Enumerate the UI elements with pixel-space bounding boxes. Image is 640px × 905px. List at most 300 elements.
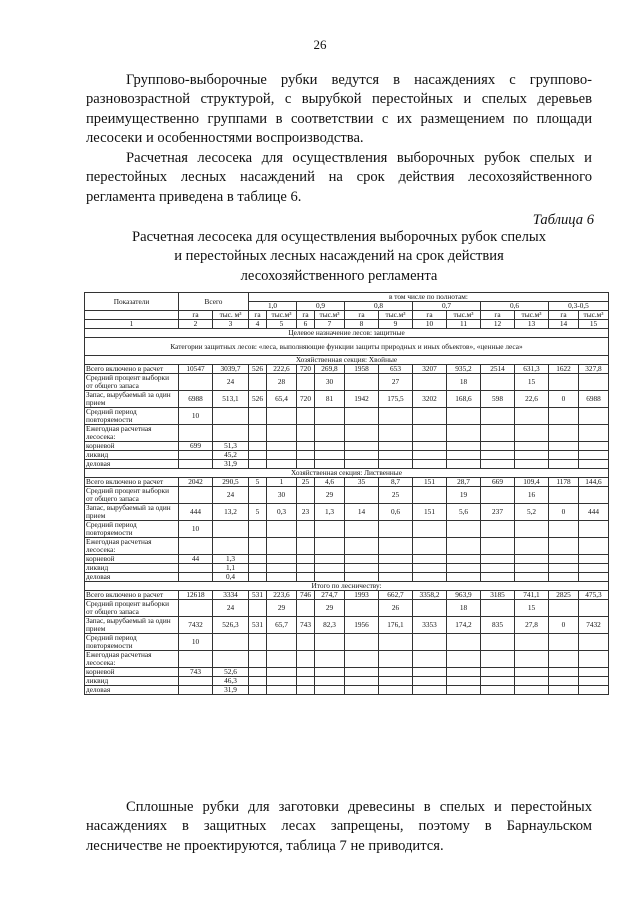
table-label: Таблица 6 [532, 212, 594, 228]
value-cell [579, 487, 609, 504]
empty-cell [249, 451, 267, 460]
empty-cell [297, 686, 315, 695]
value-cell: 0,6 [379, 504, 413, 521]
empty-cell [345, 538, 379, 555]
empty-cell [481, 538, 515, 555]
value-cell [447, 634, 481, 651]
empty-cell [379, 460, 413, 469]
value-cell: 7432 [179, 617, 213, 634]
value-cell: 1,3 [315, 504, 345, 521]
header-density: 0,7 [413, 302, 481, 311]
total-included-label: Всего включено в расчет [85, 478, 179, 487]
empty-cell [249, 425, 267, 442]
value-cell [447, 521, 481, 538]
empty-cell [549, 677, 579, 686]
value-cell: 223,6 [267, 591, 297, 600]
value-cell [549, 487, 579, 504]
empty-cell [515, 425, 549, 442]
header-blank [85, 311, 179, 320]
empty-cell [481, 564, 515, 573]
stock-cut-label: Запас, вырубаемый за один прием [85, 391, 179, 408]
table-row [85, 469, 609, 478]
value-cell: 13,2 [213, 504, 249, 521]
table-row [85, 408, 609, 425]
value-cell [515, 521, 549, 538]
table-row [85, 374, 609, 391]
value-cell: 720 [297, 365, 315, 374]
empty-cell [379, 677, 413, 686]
empty-cell [515, 564, 549, 573]
empty-cell [297, 573, 315, 582]
empty-cell [579, 442, 609, 451]
business-label: деловая [85, 573, 179, 582]
value-cell: 46,3 [213, 677, 249, 686]
value-cell: 176,1 [379, 617, 413, 634]
empty-cell [315, 651, 345, 668]
empty-cell [297, 538, 315, 555]
value-cell [345, 634, 379, 651]
header-unit: га [345, 311, 379, 320]
empty-cell [379, 538, 413, 555]
value-cell: 3334 [213, 591, 249, 600]
empty-cell [315, 573, 345, 582]
empty-cell [481, 425, 515, 442]
value-cell [515, 634, 549, 651]
value-cell [379, 521, 413, 538]
value-cell: 935,2 [447, 365, 481, 374]
value-cell: 175,5 [379, 391, 413, 408]
value-cell [315, 634, 345, 651]
empty-cell [549, 555, 579, 564]
empty-cell [345, 686, 379, 695]
table-row [85, 391, 609, 408]
value-cell [481, 600, 515, 617]
value-cell [481, 374, 515, 391]
value-cell [481, 487, 515, 504]
header-unit: га [413, 311, 447, 320]
empty-cell [249, 460, 267, 469]
table-row [85, 668, 609, 677]
column-number: 6 [297, 320, 315, 329]
table-row [85, 686, 609, 695]
value-cell: 1958 [345, 365, 379, 374]
value-cell: 598 [481, 391, 515, 408]
value-cell [213, 634, 249, 651]
table-row [85, 582, 609, 591]
value-cell [413, 521, 447, 538]
header-unit: га [549, 311, 579, 320]
empty-cell [515, 686, 549, 695]
empty-cell [481, 573, 515, 582]
empty-cell [447, 668, 481, 677]
empty-cell [481, 651, 515, 668]
header-unit: га [481, 311, 515, 320]
value-cell: 526 [249, 391, 267, 408]
empty-cell [549, 451, 579, 460]
header-density: 1,0 [249, 302, 297, 311]
empty-cell [297, 555, 315, 564]
empty-cell [379, 564, 413, 573]
paragraph-clear-cuttings: Сплошные рубки для заготовки древесины в спелых и перестойных насаждениях в защитных лесах запрещены, поэтому в Барнаульском лесничестве не проектируются, таблица 7 не приводится. [86, 799, 592, 854]
table-title [86, 228, 592, 286]
value-cell [413, 374, 447, 391]
value-cell [413, 408, 447, 425]
stock-cut-label: Запас, вырубаемый за один прием [85, 617, 179, 634]
value-cell [297, 521, 315, 538]
stock-cut-label: Запас, вырубаемый за один прием [85, 504, 179, 521]
header-density: 0,6 [481, 302, 549, 311]
value-cell [249, 600, 267, 617]
value-cell: 2042 [179, 478, 213, 487]
value-cell: 0,3 [267, 504, 297, 521]
empty-cell [345, 460, 379, 469]
value-cell [579, 521, 609, 538]
value-cell: 237 [481, 504, 515, 521]
value-cell: 29 [315, 487, 345, 504]
value-cell [267, 521, 297, 538]
empty-cell [515, 442, 549, 451]
value-cell [297, 600, 315, 617]
value-cell: 44 [179, 555, 213, 564]
empty-cell [297, 425, 315, 442]
empty-cell [249, 442, 267, 451]
value-cell: 81 [315, 391, 345, 408]
value-cell: 5 [249, 504, 267, 521]
value-cell [579, 408, 609, 425]
root-label: корневой [85, 442, 179, 451]
empty-cell [345, 651, 379, 668]
table-row [85, 634, 609, 651]
empty-cell [379, 442, 413, 451]
value-cell: 26 [379, 600, 413, 617]
value-cell: 6988 [579, 391, 609, 408]
empty-cell [579, 668, 609, 677]
table-row [85, 538, 609, 555]
empty-cell [315, 425, 345, 442]
empty-cell [345, 555, 379, 564]
value-cell: 25 [297, 478, 315, 487]
value-cell: 4,6 [315, 478, 345, 487]
column-number: 5 [267, 320, 297, 329]
empty-cell [549, 668, 579, 677]
value-cell: 3353 [413, 617, 447, 634]
empty-cell [267, 538, 297, 555]
value-cell: 51,3 [213, 442, 249, 451]
value-cell: 0,4 [213, 573, 249, 582]
empty-cell [267, 460, 297, 469]
value-cell: 30 [315, 374, 345, 391]
value-cell: 1 [267, 478, 297, 487]
empty-cell [297, 564, 315, 573]
empty-cell [481, 677, 515, 686]
empty-cell [249, 538, 267, 555]
empty-cell [267, 564, 297, 573]
table-row [85, 451, 609, 460]
value-cell: 720 [297, 391, 315, 408]
header-total: Всего [179, 293, 249, 311]
value-cell: 2825 [549, 591, 579, 600]
value-cell [549, 600, 579, 617]
empty-cell [315, 564, 345, 573]
value-cell [249, 487, 267, 504]
root-label: корневой [85, 555, 179, 564]
table-row [85, 651, 609, 668]
value-cell: 444 [579, 504, 609, 521]
empty-cell [579, 564, 609, 573]
empty-cell [447, 686, 481, 695]
value-cell: 513,1 [213, 391, 249, 408]
empty-cell [379, 668, 413, 677]
value-cell: 15 [515, 374, 549, 391]
value-cell: 3358,2 [413, 591, 447, 600]
column-number: 1 [85, 320, 179, 329]
annual-cut-label: Ежегодная расчетная лесосека: [85, 425, 179, 442]
business-label: деловая [85, 460, 179, 469]
value-cell [549, 521, 579, 538]
value-cell: 327,8 [579, 365, 609, 374]
empty-cell [447, 573, 481, 582]
header-unit: тыс.м³ [379, 311, 413, 320]
value-cell [549, 634, 579, 651]
value-cell [179, 686, 213, 695]
empty-cell [315, 677, 345, 686]
empty-cell [267, 573, 297, 582]
empty-cell [413, 425, 447, 442]
value-cell: 746 [297, 591, 315, 600]
empty-cell [413, 651, 447, 668]
empty-cell [579, 651, 609, 668]
empty-cell [249, 677, 267, 686]
empty-cell [579, 451, 609, 460]
section-heading: Итого по лесничеству: [85, 582, 609, 591]
value-cell [345, 487, 379, 504]
value-cell [315, 408, 345, 425]
value-cell: 174,2 [447, 617, 481, 634]
value-cell: 3207 [413, 365, 447, 374]
value-cell: 52,6 [213, 668, 249, 677]
empty-cell [379, 686, 413, 695]
value-cell [345, 600, 379, 617]
value-cell [549, 374, 579, 391]
value-cell [297, 487, 315, 504]
value-cell [315, 521, 345, 538]
repeat-period-label: Средний период повторяемости [85, 408, 179, 425]
empty-cell [413, 686, 447, 695]
empty-cell [379, 425, 413, 442]
empty-cell [297, 651, 315, 668]
empty-cell [213, 425, 249, 442]
value-cell: 29 [315, 600, 345, 617]
empty-cell [515, 538, 549, 555]
header-density: 0,3-0,5 [549, 302, 609, 311]
table-row [85, 555, 609, 564]
value-cell: 963,9 [447, 591, 481, 600]
header-unit: тыс.м³ [447, 311, 481, 320]
total-included-label: Всего включено в расчет [85, 365, 179, 374]
value-cell [379, 408, 413, 425]
value-cell: 15 [515, 600, 549, 617]
empty-cell [315, 442, 345, 451]
value-cell: 8,7 [379, 478, 413, 487]
value-cell [179, 487, 213, 504]
empty-cell [481, 555, 515, 564]
table-row [85, 591, 609, 600]
column-number: 2 [179, 320, 213, 329]
empty-cell [297, 668, 315, 677]
empty-cell [379, 651, 413, 668]
value-cell [297, 408, 315, 425]
value-cell [413, 634, 447, 651]
value-cell [297, 634, 315, 651]
value-cell [179, 600, 213, 617]
empty-cell [249, 555, 267, 564]
value-cell: 151 [413, 478, 447, 487]
value-cell [413, 600, 447, 617]
empty-cell [515, 668, 549, 677]
header-unit: тыс.м³ [315, 311, 345, 320]
table-row [85, 677, 609, 686]
value-cell: 23 [297, 504, 315, 521]
value-cell: 531 [249, 591, 267, 600]
empty-cell [579, 460, 609, 469]
empty-cell [315, 538, 345, 555]
empty-cell [481, 668, 515, 677]
value-cell: 743 [179, 668, 213, 677]
empty-cell [413, 451, 447, 460]
table-row [85, 356, 609, 365]
empty-cell [549, 564, 579, 573]
table-row [85, 487, 609, 504]
empty-cell [345, 564, 379, 573]
empty-cell [315, 460, 345, 469]
value-cell: 222,6 [267, 365, 297, 374]
table-row [85, 521, 609, 538]
column-number: 11 [447, 320, 481, 329]
value-cell [579, 600, 609, 617]
header-density: 0,8 [345, 302, 413, 311]
empty-cell [345, 442, 379, 451]
empty-cell [447, 564, 481, 573]
value-cell [345, 408, 379, 425]
avg-percent-label: Средний процент выборки от общего запаса [85, 600, 179, 617]
value-cell: 669 [481, 478, 515, 487]
annual-cut-label: Ежегодная расчетная лесосека: [85, 538, 179, 555]
empty-cell [579, 538, 609, 555]
cutting-area-table [84, 292, 609, 695]
empty-cell [179, 651, 213, 668]
empty-cell [549, 460, 579, 469]
empty-cell [379, 573, 413, 582]
header-unit: тыс.м³ [579, 311, 609, 320]
value-cell: 168,6 [447, 391, 481, 408]
empty-cell [549, 538, 579, 555]
table-row [85, 573, 609, 582]
empty-cell [579, 573, 609, 582]
value-cell [579, 634, 609, 651]
value-cell [249, 408, 267, 425]
paragraph-group-selective-cuttings: Группово-выборочные рубки ведутся в насаждениях с группово-разновозрастной структурой, с вырубкой перестойных и спелых деревьев преимущественно группами в соответствии с их размещением по площади лесосеки и особенностями воспроизводства. [86, 72, 592, 147]
value-cell [179, 451, 213, 460]
value-cell: 82,3 [315, 617, 345, 634]
empty-cell [481, 442, 515, 451]
empty-cell [579, 555, 609, 564]
empty-cell [345, 677, 379, 686]
value-cell: 25 [379, 487, 413, 504]
repeat-period-label: Средний период повторяемости [85, 521, 179, 538]
empty-cell [447, 425, 481, 442]
column-number: 13 [515, 320, 549, 329]
empty-cell [267, 686, 297, 695]
page-number: 26 [313, 37, 327, 52]
value-cell: 2514 [481, 365, 515, 374]
avg-percent-label: Средний процент выборки от общего запаса [85, 487, 179, 504]
empty-cell [267, 651, 297, 668]
empty-cell [549, 573, 579, 582]
empty-cell [315, 686, 345, 695]
empty-cell [379, 451, 413, 460]
liquid-label: ликвид [85, 451, 179, 460]
value-cell [413, 487, 447, 504]
value-cell: 14 [345, 504, 379, 521]
value-cell: 18 [447, 600, 481, 617]
value-cell: 151 [413, 504, 447, 521]
value-cell [345, 521, 379, 538]
empty-cell [481, 460, 515, 469]
table-title-line: Расчетная лесосека для осуществления выборочных рубок спелых [131, 229, 547, 245]
value-cell: 1942 [345, 391, 379, 408]
value-cell [179, 374, 213, 391]
empty-cell [179, 425, 213, 442]
empty-cell [447, 442, 481, 451]
value-cell: 24 [213, 487, 249, 504]
empty-cell [345, 573, 379, 582]
column-number: 8 [345, 320, 379, 329]
value-cell: 5,6 [447, 504, 481, 521]
table-row [85, 504, 609, 521]
value-cell: 12618 [179, 591, 213, 600]
empty-cell [267, 677, 297, 686]
empty-cell [413, 668, 447, 677]
empty-cell [315, 451, 345, 460]
value-cell: 18 [447, 374, 481, 391]
value-cell: 3039,7 [213, 365, 249, 374]
empty-cell [515, 451, 549, 460]
value-cell: 31,9 [213, 460, 249, 469]
value-cell: 444 [179, 504, 213, 521]
value-cell: 24 [213, 600, 249, 617]
value-cell: 475,3 [579, 591, 609, 600]
column-number: 3 [213, 320, 249, 329]
empty-cell [345, 425, 379, 442]
value-cell [249, 634, 267, 651]
empty-cell [297, 451, 315, 460]
empty-cell [515, 677, 549, 686]
value-cell [481, 634, 515, 651]
value-cell: 741,1 [515, 591, 549, 600]
empty-cell [447, 460, 481, 469]
business-label: деловая [85, 686, 179, 695]
empty-cell [413, 573, 447, 582]
value-cell: 28 [267, 374, 297, 391]
empty-cell [447, 451, 481, 460]
value-cell: 10 [179, 521, 213, 538]
section-heading: Хозяйственная секция: Лиственные [85, 469, 609, 478]
empty-cell [481, 451, 515, 460]
empty-cell [345, 451, 379, 460]
value-cell [213, 408, 249, 425]
value-cell [297, 374, 315, 391]
table-row [85, 564, 609, 573]
